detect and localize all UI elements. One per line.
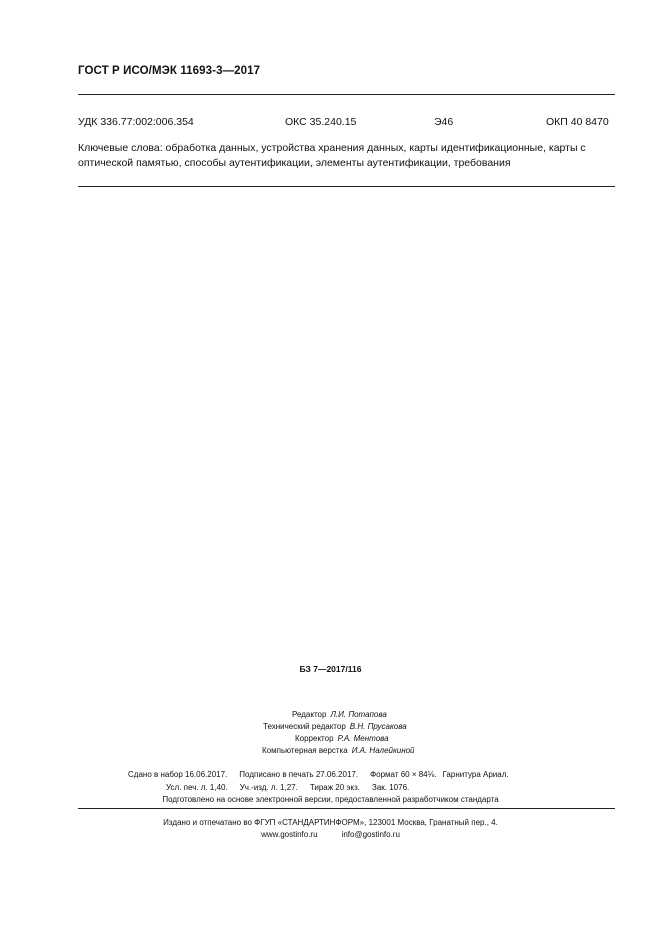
credit-person: В.Н. Прусакова <box>349 722 407 731</box>
publisher-imprint: Издано и отпечатано во ФГУП «СТАНДАРТИНФОРМ», 123001 Москва, Гранатный пер., 4. <box>163 818 498 827</box>
top-divider <box>78 94 615 95</box>
paper-format: Формат 60 × 84⅛. <box>370 770 437 779</box>
imprint-divider <box>78 808 615 809</box>
email-link[interactable]: info@gostinfo.ru <box>341 830 400 839</box>
credit-person: Р.А. Ментова <box>337 734 389 743</box>
publication-dates-line <box>128 770 509 779</box>
bz-number: БЗ 7—2017/116 <box>299 664 362 674</box>
prepared-note: Подготовлено на основе электронной версии, предоставленной разработчиком стандарта <box>162 795 499 804</box>
publ-sheets: Уч.-изд. л. 1,27. <box>239 783 298 792</box>
udk-code: УДК 336.77:002:006.354 <box>78 116 194 128</box>
credit-role: Редактор <box>292 710 327 719</box>
credit-role: Технический редактор <box>263 722 346 731</box>
print-sheets: Усл. печ. л. 1,40. <box>166 783 228 792</box>
credit-person: Л.И. Потапова <box>330 710 387 719</box>
order-number: Зак. 1076. <box>372 783 410 792</box>
credit-tech-editor <box>263 722 407 731</box>
credit-editor <box>292 710 387 719</box>
credit-role: Компьютерная верстка <box>262 746 348 755</box>
document-title: ГОСТ Р ИСО/МЭК 11693-3—2017 <box>78 65 261 77</box>
okp-code: ОКП 40 8470 <box>546 116 609 128</box>
typeface: Гарнитура Ариал. <box>442 770 509 779</box>
typeset-date: Сдано в набор 16.06.2017. <box>128 770 228 779</box>
print-run: Тираж 20 экз. <box>309 783 360 792</box>
signed-date: Подписано в печать 27.06.2017. <box>239 770 359 779</box>
keywords-divider <box>78 186 615 187</box>
credit-role: Корректор <box>295 734 334 743</box>
credit-corrector <box>295 734 389 743</box>
credit-person: И.А. Налейкиной <box>351 746 415 755</box>
oks-code: ОКС 35.240.15 <box>285 116 357 128</box>
publication-volume-line <box>166 783 409 792</box>
credit-layout <box>262 746 415 755</box>
e-code: Э46 <box>434 116 454 128</box>
website-link[interactable]: www.gostinfo.ru <box>261 830 318 839</box>
keywords-paragraph: Ключевые слова: обработка данных, устройства хранения данных, карты идентификационные, карты с оптической памятью, способы аутентификации, элементы аутентификации, требования <box>78 142 586 169</box>
publisher-contacts <box>0 830 661 839</box>
